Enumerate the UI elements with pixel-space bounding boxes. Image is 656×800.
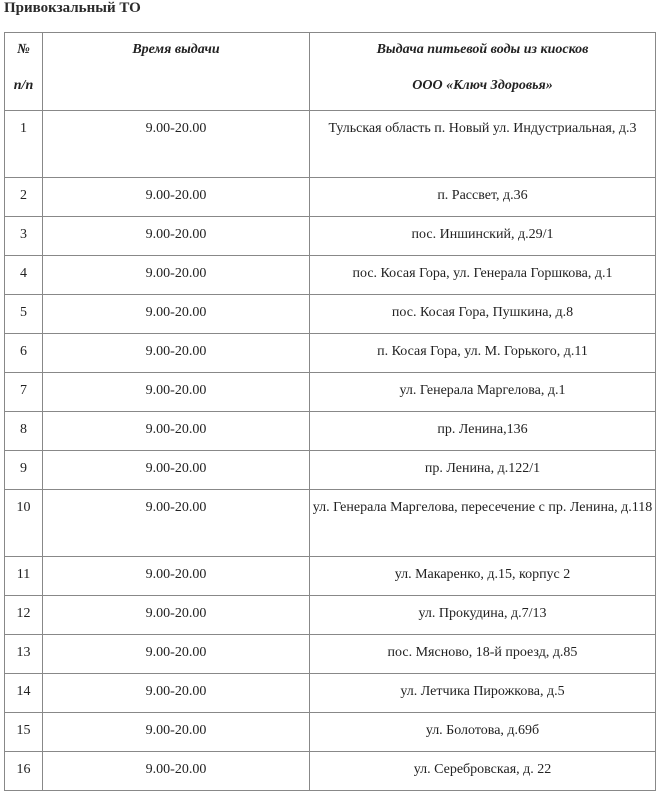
kiosk-table bbox=[4, 32, 656, 791]
cell-number: 15 bbox=[16, 723, 31, 738]
row-number bbox=[5, 451, 43, 490]
cell-time: 9.00-20.00 bbox=[145, 121, 207, 136]
cell-address: пос. Косая Гора, ул. Генерала Горшкова, д.1 bbox=[352, 266, 613, 281]
row-address bbox=[310, 256, 656, 295]
table-row bbox=[5, 490, 656, 557]
cell-time: 9.00-20.00 bbox=[145, 422, 207, 437]
cell-time: 9.00-20.00 bbox=[145, 188, 207, 203]
row-time bbox=[43, 490, 310, 557]
cell-number: 2 bbox=[20, 188, 27, 203]
table-row bbox=[5, 412, 656, 451]
cell-address: ул. Макаренко, д.15, корпус 2 bbox=[394, 567, 571, 582]
cell-address: ул. Генерала Маргелова, д.1 bbox=[399, 383, 566, 398]
cell-time: 9.00-20.00 bbox=[145, 762, 207, 777]
cell-number: 12 bbox=[16, 606, 31, 621]
cell-time: 9.00-20.00 bbox=[145, 567, 207, 582]
table-row bbox=[5, 334, 656, 373]
cell-number: 1 bbox=[20, 121, 27, 136]
header-number-sign: № bbox=[17, 42, 30, 57]
cell-number: 8 bbox=[20, 422, 27, 437]
row-time bbox=[43, 674, 310, 713]
cell-address: пос. Мясново, 18-й проезд, д.85 bbox=[387, 645, 578, 660]
header-number bbox=[5, 33, 43, 111]
cell-address: ул. Генерала Маргелова, пересечение с пр. Ленина, д.118 bbox=[312, 500, 653, 515]
cell-number: 3 bbox=[20, 227, 27, 242]
row-time bbox=[43, 178, 310, 217]
row-time bbox=[43, 752, 310, 791]
header-time bbox=[43, 33, 310, 111]
row-address bbox=[310, 412, 656, 451]
cell-time: 9.00-20.00 bbox=[145, 305, 207, 320]
row-time bbox=[43, 373, 310, 412]
table-row bbox=[5, 557, 656, 596]
row-address bbox=[310, 178, 656, 217]
row-number bbox=[5, 412, 43, 451]
table-row bbox=[5, 713, 656, 752]
cell-time: 9.00-20.00 bbox=[145, 684, 207, 699]
cell-number: 5 bbox=[20, 305, 27, 320]
row-time bbox=[43, 596, 310, 635]
header-address-line1: Выдача питьевой воды из киосков bbox=[376, 42, 589, 57]
row-number bbox=[5, 334, 43, 373]
table-row bbox=[5, 451, 656, 490]
table-row bbox=[5, 111, 656, 178]
row-time bbox=[43, 557, 310, 596]
cell-number: 11 bbox=[16, 567, 31, 582]
cell-time: 9.00-20.00 bbox=[145, 461, 207, 476]
header-time-label: Время выдачи bbox=[132, 42, 220, 57]
cell-time: 9.00-20.00 bbox=[145, 266, 207, 281]
row-number bbox=[5, 752, 43, 791]
row-number bbox=[5, 111, 43, 178]
table-row bbox=[5, 256, 656, 295]
cell-address: пос. Иншинский, д.29/1 bbox=[411, 227, 554, 242]
cell-time: 9.00-20.00 bbox=[145, 500, 207, 515]
row-time bbox=[43, 111, 310, 178]
row-time bbox=[43, 451, 310, 490]
row-number bbox=[5, 557, 43, 596]
row-number bbox=[5, 178, 43, 217]
row-number bbox=[5, 217, 43, 256]
cell-number: 6 bbox=[20, 344, 27, 359]
cell-number: 16 bbox=[16, 762, 31, 777]
cell-number: 10 bbox=[16, 500, 31, 515]
cell-address: Тульская область п. Новый ул. Индустриальная, д.3 bbox=[328, 121, 637, 136]
row-address bbox=[310, 596, 656, 635]
row-time bbox=[43, 713, 310, 752]
cell-address: п. Рассвет, д.36 bbox=[437, 188, 528, 203]
table-row bbox=[5, 373, 656, 412]
cell-number: 7 bbox=[20, 383, 27, 398]
cell-number: 13 bbox=[16, 645, 31, 660]
cell-address: пр. Ленина, д.122/1 bbox=[424, 461, 541, 476]
row-number bbox=[5, 373, 43, 412]
page-title: Привокзальный ТО bbox=[4, 0, 141, 16]
cell-number: 4 bbox=[20, 266, 27, 281]
cell-address: п. Косая Гора, ул. М. Горького, д.11 bbox=[377, 344, 588, 359]
row-address bbox=[310, 674, 656, 713]
cell-time: 9.00-20.00 bbox=[145, 344, 207, 359]
row-time bbox=[43, 295, 310, 334]
cell-address: ул. Серебровская, д. 22 bbox=[413, 762, 552, 777]
table-row bbox=[5, 178, 656, 217]
row-time bbox=[43, 635, 310, 674]
row-number bbox=[5, 596, 43, 635]
row-number bbox=[5, 256, 43, 295]
row-address bbox=[310, 713, 656, 752]
row-time bbox=[43, 334, 310, 373]
header-number-pp: п/п bbox=[13, 78, 34, 93]
cell-address: ул. Болотова, д.69б bbox=[425, 723, 540, 738]
row-address bbox=[310, 635, 656, 674]
table-row bbox=[5, 295, 656, 334]
row-address bbox=[310, 111, 656, 178]
row-number bbox=[5, 490, 43, 557]
row-address bbox=[310, 373, 656, 412]
row-number bbox=[5, 635, 43, 674]
table-row bbox=[5, 217, 656, 256]
cell-time: 9.00-20.00 bbox=[145, 227, 207, 242]
cell-time: 9.00-20.00 bbox=[145, 723, 207, 738]
header-address bbox=[310, 33, 656, 111]
table-row bbox=[5, 752, 656, 791]
row-time bbox=[43, 256, 310, 295]
header-address-line2: ООО «Ключ Здоровья» bbox=[412, 78, 553, 93]
cell-address: ул. Летчика Пирожкова, д.5 bbox=[400, 684, 565, 699]
row-number bbox=[5, 713, 43, 752]
cell-time: 9.00-20.00 bbox=[145, 645, 207, 660]
row-address bbox=[310, 451, 656, 490]
row-address bbox=[310, 295, 656, 334]
cell-number: 14 bbox=[16, 684, 31, 699]
table-header-row bbox=[5, 33, 656, 111]
row-number bbox=[5, 295, 43, 334]
table-row bbox=[5, 596, 656, 635]
cell-number: 9 bbox=[20, 461, 27, 476]
cell-address: пр. Ленина,136 bbox=[437, 422, 528, 437]
table-row bbox=[5, 635, 656, 674]
row-time bbox=[43, 217, 310, 256]
cell-address: ул. Прокудина, д.7/13 bbox=[418, 606, 547, 621]
cell-address: пос. Косая Гора, Пушкина, д.8 bbox=[391, 305, 574, 320]
cell-time: 9.00-20.00 bbox=[145, 383, 207, 398]
row-address bbox=[310, 334, 656, 373]
row-address bbox=[310, 490, 656, 557]
row-time bbox=[43, 412, 310, 451]
row-address bbox=[310, 217, 656, 256]
table-row bbox=[5, 674, 656, 713]
row-number bbox=[5, 674, 43, 713]
row-address bbox=[310, 752, 656, 791]
cell-time: 9.00-20.00 bbox=[145, 606, 207, 621]
row-address bbox=[310, 557, 656, 596]
